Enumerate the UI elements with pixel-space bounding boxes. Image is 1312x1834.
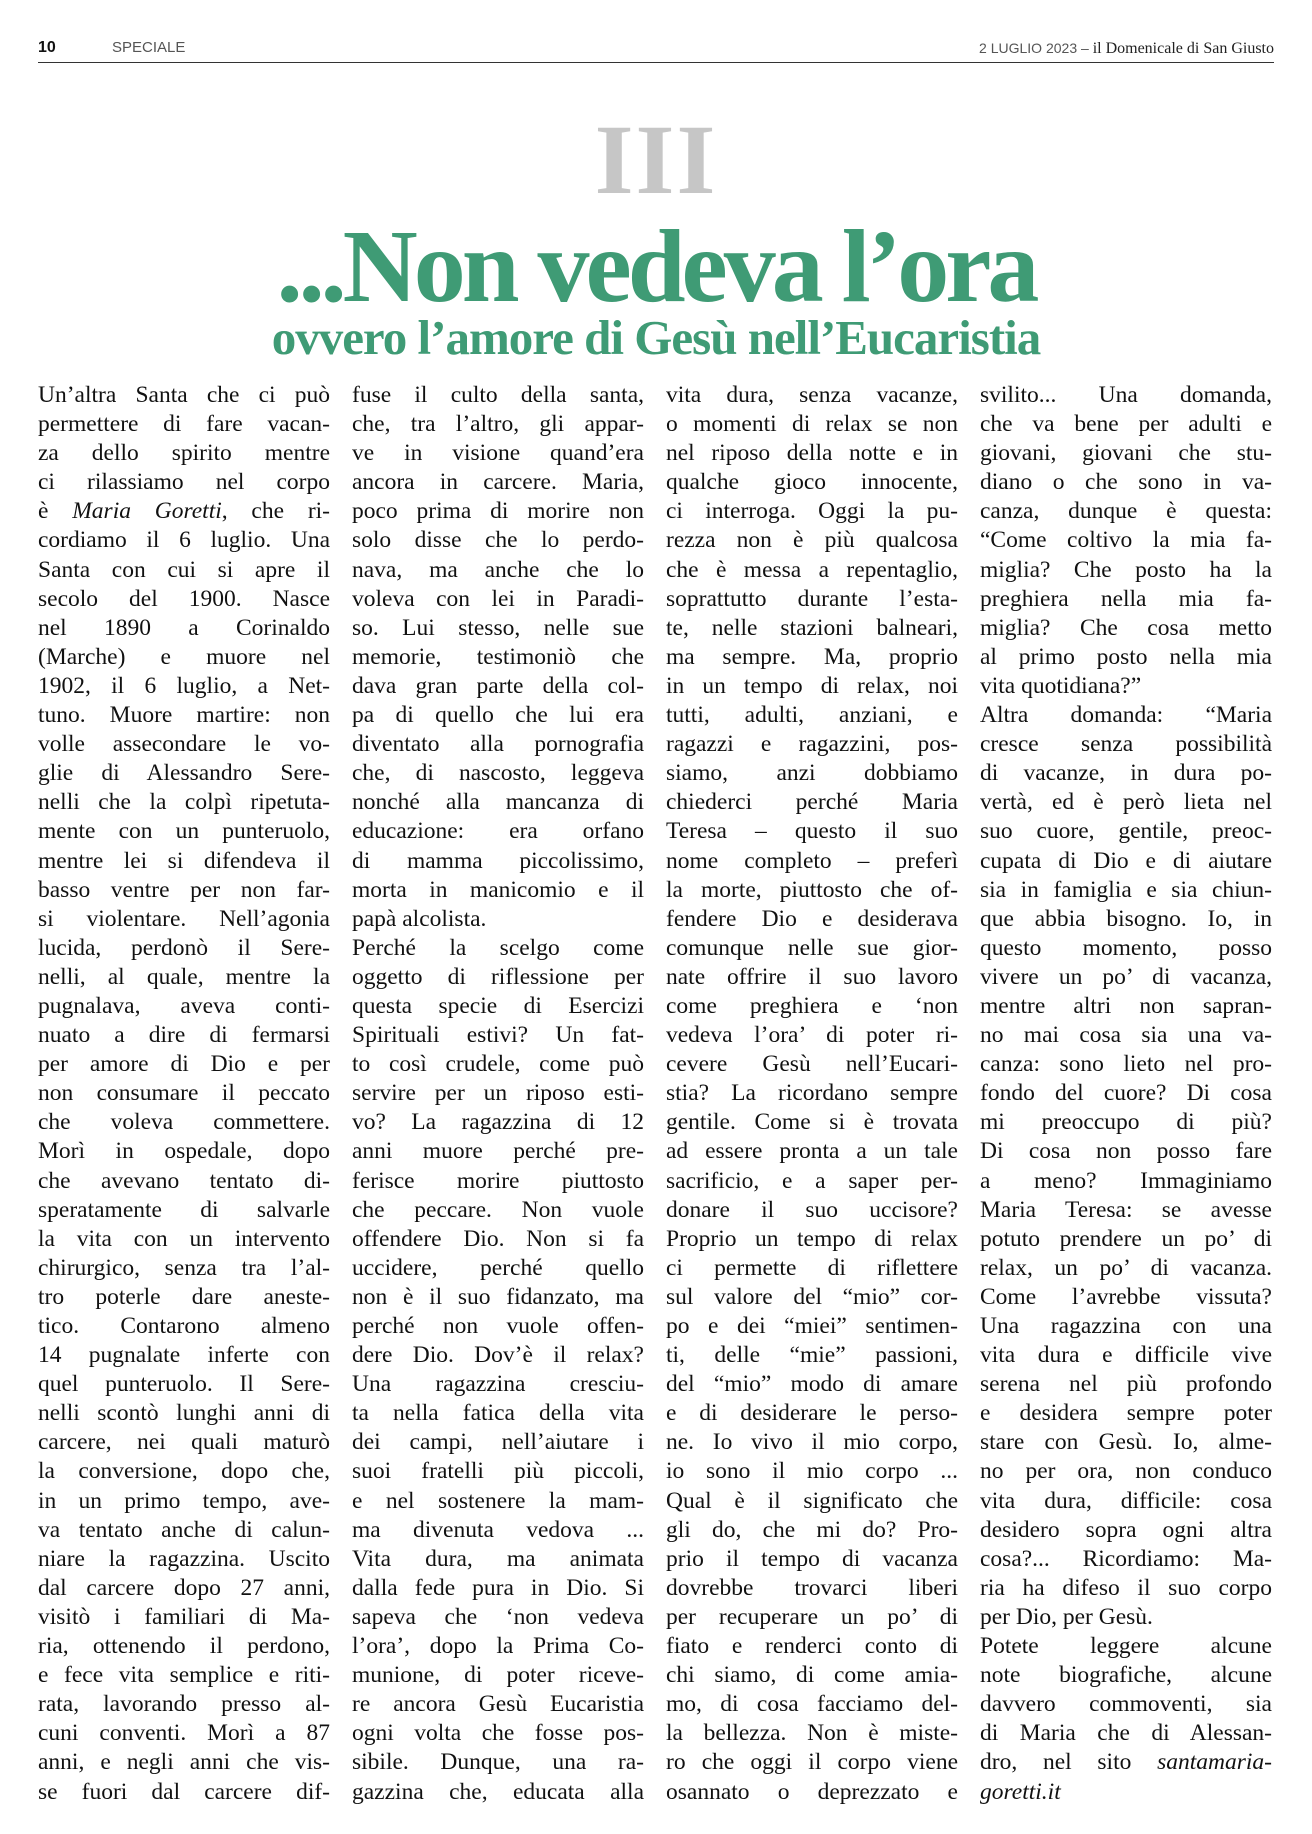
text-line: mentre lei si difendeva il <box>38 847 330 874</box>
text-line: siamo, anzi dobbiamo <box>666 760 958 787</box>
text-line: non è il suo fidanzato, ma <box>352 1283 644 1310</box>
text-line: “Come coltivo la mia fa- <box>980 527 1272 554</box>
text-column-3 <box>666 381 958 1807</box>
text-line: suo cuore, gentile, preoc- <box>980 818 1272 845</box>
text-line: qualche gioco innocente, <box>666 469 958 496</box>
text-line: ma divenuta vedova ... <box>352 1516 644 1543</box>
text-line: ta nella fatica della vita <box>352 1400 644 1427</box>
text-line: che, di nascosto, leggeva <box>352 760 644 787</box>
text-line: questo momento, posso <box>980 934 1272 961</box>
text-line: cordiamo il 6 luglio. Una <box>38 527 330 554</box>
text-column-1 <box>38 381 330 1807</box>
text-line: soprattutto durante l’esta- <box>666 585 958 612</box>
text-line: desidero sopra ogni altra <box>980 1516 1272 1543</box>
text-line: comunque nelle sue gior- <box>666 934 958 961</box>
text-line: pa di quello che lui era <box>352 702 644 729</box>
text-line: niare la ragazzina. Uscito <box>38 1545 330 1572</box>
text-line: ci interroga. Oggi la pu- <box>666 498 958 525</box>
publication-name: il Domenicale di San Giusto <box>1092 40 1274 57</box>
page-number: 10 <box>38 39 56 56</box>
text-line: nelli scontò lunghi anni di <box>38 1400 330 1427</box>
text-line: è Maria Goretti, che ri- <box>38 498 330 525</box>
text-line: nava, ma anche che lo <box>352 556 644 583</box>
text-line: solo disse che lo perdo- <box>352 527 644 554</box>
text-line: ragazzi e ragazzini, pos- <box>666 731 958 758</box>
text-line: prio il tempo di vacanza <box>666 1545 958 1572</box>
text-line: osannato o deprezzato e <box>666 1778 958 1805</box>
text-line: nelli, al quale, mentre la <box>38 963 330 990</box>
text-line: to così crudele, come può <box>352 1051 644 1078</box>
text-line: in un tempo di relax, noi <box>666 672 958 699</box>
text-line: di mamma piccolissimo, <box>352 847 644 874</box>
text-line: sapeva che ‘non vedeva <box>352 1603 644 1630</box>
part-numeral: III <box>594 104 718 215</box>
text-line: glie di Alessandro Sere- <box>38 760 330 787</box>
text-line: ci rilassiamo nel corpo <box>38 469 330 496</box>
text-line: nome completo – preferì <box>666 847 958 874</box>
text-line: Santa con cui si apre il <box>38 556 330 583</box>
text-line: mi preoccupo di più? <box>980 1109 1272 1136</box>
text-line: ria ha difeso il suo corpo <box>980 1574 1272 1601</box>
text-line: note biografiche, alcune <box>980 1662 1272 1689</box>
text-line: anni muore perché pre- <box>352 1138 644 1165</box>
text-line: fiato e renderci conto di <box>666 1633 958 1660</box>
text-line: e fece vita semplice e riti- <box>38 1662 330 1689</box>
text-line: diventato alla pornografia <box>352 731 644 758</box>
text-line: voleva con lei in Paradi- <box>352 585 644 612</box>
text-line: dalla fede pura in Dio. Si <box>352 1574 644 1601</box>
text-line: Di cosa non posso fare <box>980 1138 1272 1165</box>
text-line: e desidera sempre poter <box>980 1400 1272 1427</box>
text-line: so. Lui stesso, nelle sue <box>352 614 644 641</box>
text-line: Una ragazzina cresciu- <box>352 1371 644 1398</box>
text-line: servire per un riposo esti- <box>352 1080 644 1107</box>
text-line: Come l’avrebbe vissuta? <box>980 1283 1272 1310</box>
text-line: fondo del cuore? Di cosa <box>980 1080 1272 1107</box>
text-line: ancora in carcere. Maria, <box>352 469 644 496</box>
text-line: gazzina che, educata alla <box>352 1778 644 1805</box>
text-line: memorie, testimoniò che <box>352 643 644 670</box>
text-line: gentile. Come si è trovata <box>666 1109 958 1136</box>
text-line: come preghiera e ‘non <box>666 992 958 1019</box>
text-line: dava gran parte della col- <box>352 672 644 699</box>
text-line: che peccare. Non vuole <box>352 1196 644 1223</box>
text-line: la conversione, dopo che, <box>38 1458 330 1485</box>
text-line: chi siamo, di come amia- <box>666 1662 958 1689</box>
text-line: mente con un punteruolo, <box>38 818 330 845</box>
text-line: vedeva l’ora’ di poter ri- <box>666 1022 958 1049</box>
text-line: tro poterle dare aneste- <box>38 1283 330 1310</box>
article-title: ...Non vedeva l’ora <box>276 209 1036 324</box>
text-line: o momenti di relax se non <box>666 411 958 438</box>
text-line: speratamente di salvarle <box>38 1196 330 1223</box>
text-line: Potete leggere alcune <box>980 1633 1272 1660</box>
text-line: vertà, ed è però lieta nel <box>980 789 1272 816</box>
text-line: Morì in ospedale, dopo <box>38 1138 330 1165</box>
text-column-4 <box>980 381 1272 1807</box>
text-line: potuto prendere un po’ di <box>980 1225 1272 1252</box>
text-line: che voleva commettere. <box>38 1109 330 1136</box>
text-line: visitò i familiari di Ma- <box>38 1603 330 1630</box>
text-line: la vita con un intervento <box>38 1225 330 1252</box>
text-line: nonché alla mancanza di <box>352 789 644 816</box>
text-line: mentre altri non sapran- <box>980 992 1272 1019</box>
article-subtitle: ovvero l’amore di Gesù nell’Eucaristia <box>271 310 1041 365</box>
text-line: pugnalava, aveva conti- <box>38 992 330 1019</box>
text-line: rata, lavorando presso al- <box>38 1691 330 1718</box>
text-line: di vacanze, in dura po- <box>980 760 1272 787</box>
text-line: tutti, adulti, anziani, e <box>666 702 958 729</box>
issue-date: 2 LUGLIO 2023 – <box>979 40 1089 56</box>
text-line: per recuperare un po’ di <box>666 1603 958 1630</box>
text-line: offendere Dio. Non si fa <box>352 1225 644 1252</box>
text-line: Qual è il significato che <box>666 1487 958 1514</box>
text-line: canza: sono lieto nel pro- <box>980 1051 1272 1078</box>
text-line: e nel sostenere la mam- <box>352 1487 644 1514</box>
text-line: ma sempre. Ma, proprio <box>666 643 958 670</box>
text-line: in un primo tempo, ave- <box>38 1487 330 1514</box>
text-line: fuse il culto della santa, <box>352 382 644 408</box>
text-line: stia? La ricordano sempre <box>666 1080 958 1107</box>
text-line: fendere Dio e desiderava <box>666 905 958 932</box>
text-line: basso ventre per non far- <box>38 876 330 903</box>
page-header <box>38 36 1274 60</box>
text-line: nate offrire il suo lavoro <box>666 963 958 990</box>
text-line: l’ora’, dopo la Prima Co- <box>352 1633 644 1660</box>
text-line: que abbia bisogno. Io, in <box>980 905 1272 932</box>
text-line: e di desiderare le perso- <box>666 1400 958 1427</box>
text-line: perché non vuole offen- <box>352 1313 644 1339</box>
text-line: vivere un po’ di vacanza, <box>980 963 1272 990</box>
text-line: carcere, nei quali maturò <box>38 1429 330 1456</box>
text-line: dal carcere dopo 27 anni, <box>38 1574 330 1601</box>
text-line: ne. Io vivo il mio corpo, <box>666 1429 958 1456</box>
text-line: che va bene per adulti e <box>980 411 1272 438</box>
text-line: quel punteruolo. Il Sere- <box>38 1371 330 1398</box>
text-line: cevere Gesù nell’Eucari- <box>666 1051 958 1078</box>
text-line: se fuori dal carcere dif- <box>38 1778 330 1805</box>
text-line: nel 1890 a Corinaldo <box>38 614 330 641</box>
text-line: rezza non è più qualcosa <box>666 527 958 554</box>
text-line: che avevano tentato di- <box>38 1167 330 1194</box>
text-line: nuato a dire di fermarsi <box>38 1022 330 1049</box>
text-line: per amore di Dio e per <box>38 1051 330 1078</box>
text-line: la bellezza. Non è miste- <box>666 1720 958 1747</box>
text-line: cuni conventi. Morì a 87 <box>38 1720 330 1747</box>
text-line: tico. Contarono almeno <box>38 1313 330 1339</box>
text-line: lucida, perdonò il Sere- <box>38 934 330 961</box>
text-line: Perché la scelgo come <box>352 934 644 961</box>
text-line: mo, di cosa facciamo del- <box>666 1691 958 1718</box>
text-line: preghiera nella mia fa- <box>980 585 1272 612</box>
text-line: ve in visione quand’era <box>352 440 644 467</box>
text-line: ria, ottenendo il perdono, <box>38 1633 330 1660</box>
text-line: per Dio, per Gesù. <box>980 1603 1153 1630</box>
text-column-2 <box>352 381 644 1807</box>
text-line: che, tra l’altro, gli appar- <box>352 411 644 438</box>
text-line: sia in famiglia e sia chiun- <box>980 876 1272 903</box>
text-line: tuno. Muore martire: non <box>38 702 330 729</box>
text-line: morta in manicomio e il <box>352 876 644 903</box>
article-body <box>38 381 1272 1821</box>
text-line: Proprio un tempo di relax <box>666 1225 958 1252</box>
text-line: (Marche) e muore nel <box>38 643 330 670</box>
text-line: stare con Gesù. Io, alme- <box>980 1429 1272 1456</box>
text-line: miglia? Che cosa metto <box>980 614 1272 641</box>
text-line: dei campi, nell’aiutare i <box>352 1429 644 1456</box>
text-line: poco prima di morire non <box>352 498 644 525</box>
text-line: sibile. Dunque, una ra- <box>352 1749 644 1776</box>
text-line: uccidere, perché quello <box>352 1254 644 1281</box>
text-line: suoi fratelli più piccoli, <box>352 1458 644 1485</box>
text-line: cupata di Dio e di aiutare <box>980 847 1272 874</box>
text-line: ci permette di riflettere <box>666 1254 958 1281</box>
text-line: nelli che la colpì ripetuta- <box>38 789 330 816</box>
text-line: cresce senza possibilità <box>980 731 1272 758</box>
header-dateline <box>979 36 1274 61</box>
text-line: Un’altra Santa che ci può <box>38 382 330 408</box>
text-line: diano o che sono in va- <box>980 469 1272 496</box>
section-label: SPECIALE <box>112 39 186 56</box>
text-line: po e dei “miei” sentimen- <box>666 1313 958 1339</box>
text-line: cosa?... Ricordiamo: Ma- <box>980 1545 1272 1572</box>
text-line: si violentare. Nell’agonia <box>38 905 330 932</box>
text-line: munione, di poter riceve- <box>352 1662 644 1689</box>
text-line: a meno? Immaginiamo <box>980 1167 1272 1194</box>
text-line: 1902, il 6 luglio, a Net- <box>38 672 330 699</box>
text-line: svilito... Una domanda, <box>980 382 1272 408</box>
text-line: educazione: era orfano <box>352 818 644 845</box>
text-line: Spirituali estivi? Un fat- <box>352 1022 644 1049</box>
text-line: miglia? Che posto ha la <box>980 556 1272 583</box>
text-line: davvero commoventi, sia <box>980 1691 1272 1718</box>
text-line: ad essere pronta a un tale <box>666 1138 958 1165</box>
text-line: al primo posto nella mia <box>980 643 1272 670</box>
text-line: te, nelle stazioni balneari, <box>666 614 958 641</box>
text-line: che è messa a repentaglio, <box>666 556 958 583</box>
text-line: vita dura, difficile: cosa <box>980 1487 1272 1514</box>
text-line: ti, delle “mie” passioni, <box>666 1342 958 1369</box>
text-line: relax, un po’ di vacanza. <box>980 1254 1272 1281</box>
text-line: serena nel più profondo <box>980 1371 1272 1398</box>
text-line: canza, dunque è questa: <box>980 498 1272 525</box>
text-line: Altra domanda: “Maria <box>980 702 1272 729</box>
text-line: goretti.it <box>980 1778 1061 1805</box>
text-line: la morte, piuttosto che of- <box>666 876 958 903</box>
text-line: Teresa – questo il suo <box>666 818 958 845</box>
text-line: no per ora, non conduco <box>980 1458 1272 1485</box>
text-line: 14 pugnalate inferte con <box>38 1342 330 1369</box>
text-line: anni, e negli anni che vis- <box>38 1749 330 1776</box>
text-line: vita dura, senza vacanze, <box>666 382 958 408</box>
text-line: za dello spirito mentre <box>38 440 330 467</box>
text-line: oggetto di riflessione per <box>352 963 644 990</box>
text-line: chirurgico, senza tra l’al- <box>38 1254 330 1281</box>
text-line: dere Dio. Dov’è il relax? <box>352 1342 644 1369</box>
text-line: dovrebbe trovarci liberi <box>666 1574 958 1601</box>
text-line: dro, nel sito santamaria- <box>980 1749 1272 1776</box>
text-line: Una ragazzina con una <box>980 1313 1272 1339</box>
text-line: nel riposo della notte e in <box>666 440 958 467</box>
text-line: di Maria che di Alessan- <box>980 1720 1272 1747</box>
header-rule <box>38 62 1274 63</box>
text-line: ferisce morire piuttosto <box>352 1167 644 1194</box>
text-line: re ancora Gesù Eucaristia <box>352 1691 644 1718</box>
text-line: secolo del 1900. Nasce <box>38 585 330 612</box>
text-line: permettere di fare vacan- <box>38 411 330 438</box>
text-line: gli do, che mi do? Pro- <box>666 1516 958 1543</box>
text-line: ro che oggi il corpo viene <box>666 1749 958 1776</box>
text-line: donare il suo uccisore? <box>666 1196 958 1223</box>
text-line: sacrificio, e a saper per- <box>666 1167 958 1194</box>
text-line: volle assecondare le vo- <box>38 731 330 758</box>
text-line: chiederci perché Maria <box>666 789 958 816</box>
text-line: papà alcolista. <box>352 905 487 932</box>
text-line: giovani, giovani che stu- <box>980 440 1272 467</box>
text-line: vo? La ragazzina di 12 <box>352 1109 644 1136</box>
text-line: sul valore del “mio” cor- <box>666 1283 958 1310</box>
text-line: io sono il mio corpo ... <box>666 1458 958 1485</box>
text-line: Maria Teresa: se avesse <box>980 1196 1272 1223</box>
text-line: non consumare il peccato <box>38 1080 330 1107</box>
text-line: ogni volta che fosse pos- <box>352 1720 644 1747</box>
text-line: va tentato anche di calun- <box>38 1516 330 1543</box>
text-line: questa specie di Esercizi <box>352 992 644 1019</box>
text-line: vita quotidiana?” <box>980 672 1142 699</box>
text-line: vita dura e difficile vive <box>980 1342 1272 1369</box>
text-line: del “mio” modo di amare <box>666 1371 958 1398</box>
text-line: no mai cosa sia una va- <box>980 1022 1272 1049</box>
text-line: Vita dura, ma animata <box>352 1545 644 1572</box>
